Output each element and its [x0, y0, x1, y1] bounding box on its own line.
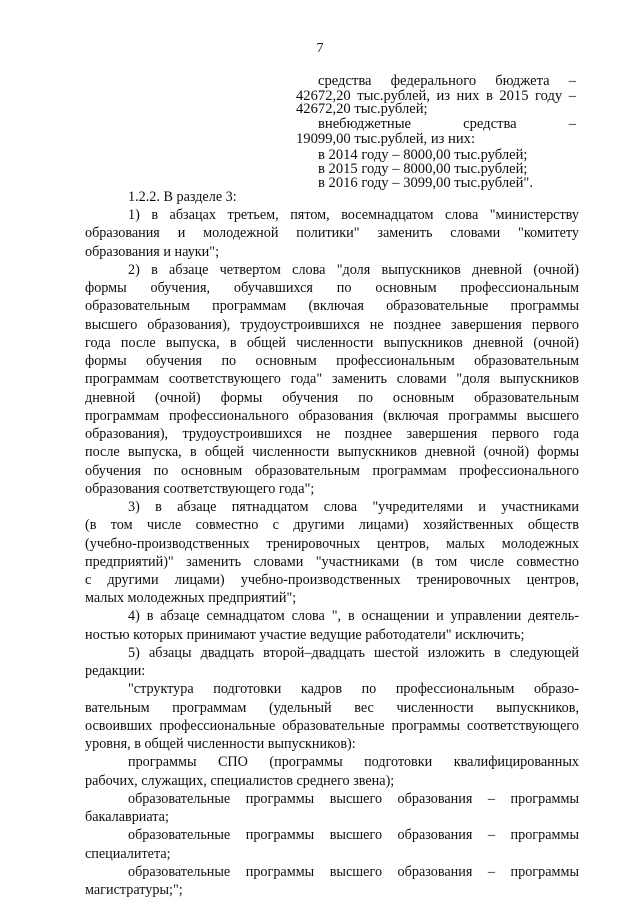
paragraph-line: образования соответствующего года"; [85, 481, 315, 497]
budget-line: 42672,20 тыс.рублей; [296, 101, 428, 117]
paragraph-line: образовательные программы высшего образования – программы [128, 827, 579, 843]
budget-line: 42672,20 тыс.рублей, из них в 2015 году – [296, 88, 576, 104]
paragraph-line: бакалавриата; [85, 809, 169, 825]
paragraph-line: высшего образования), трудоустроившихся не позднее завершения первого [85, 317, 579, 333]
paragraph-line: 1) в абзацах третьем, пятом, восемнадцатом слова "министерству [128, 207, 579, 223]
paragraph-line: "структура подготовки кадров по профессиональным образо- [128, 681, 579, 697]
budget-line: в 2014 году – 8000,00 тыс.рублей; [318, 147, 528, 163]
paragraph-line: уровня, в общей численности выпускников): [85, 736, 356, 752]
paragraph-line: редакции: [85, 663, 146, 679]
paragraph-line: формы обучения, обучавшихся по основным профессиональным [85, 280, 579, 296]
budget-line: в 2016 году – 3099,00 тыс.рублей". [318, 175, 534, 191]
paragraph-line: 4) в абзаце семнадцатом слова ", в оснащении и управлении деятель- [128, 608, 579, 624]
paragraph-line: освоивших профессиональные образовательные программы соответствующего [85, 718, 579, 734]
paragraph-line: формы обучения по основным профессиональным образовательным [85, 353, 579, 369]
paragraph-line: дневной (очной) формы обучения по основным образовательным [85, 390, 579, 406]
budget-line: 19099,00 тыс.рублей, из них: [296, 131, 476, 147]
paragraph-line: программы СПО (программы подготовки квалифицированных [128, 754, 579, 770]
paragraph-line: 3) в абзаце пятнадцатом слова "учредителями и участниками [128, 499, 579, 515]
paragraph-line: (в том числе совместно с другими лицами) хозяйственных обществ [85, 517, 579, 533]
paragraph-line: обучения по основным образовательным программам профессионального [85, 463, 579, 479]
paragraph-line: программам соответствующего года" заменить словами "доля выпускников [85, 371, 579, 387]
paragraph-line: образовательные программы высшего образования – программы [128, 791, 579, 807]
paragraph-line: после выпуска, в общей численности выпускников дневной (очной) формы [85, 444, 579, 460]
budget-line: внебюджетные средства – [318, 116, 576, 132]
budget-line: в 2015 году – 8000,00 тыс.рублей; [318, 161, 528, 177]
paragraph-line: с другими лицами) учебно-производственных тренировочных центров, [85, 572, 579, 588]
paragraph-line: образовательным программам (включая образовательные программы [85, 298, 579, 314]
paragraph-line: 5) абзацы двадцать второй–двадцать шестой изложить в следующей [128, 645, 579, 661]
paragraph-line: года после выпуска, в общей численности выпускников дневной (очной) [85, 335, 579, 351]
paragraph-line: образования и науки"; [85, 244, 220, 260]
paragraph-line: ностью которых принимают участие ведущие работодатели" исключить; [85, 627, 525, 643]
paragraph-line: программам профессионального образования (включая программы высшего [85, 408, 579, 424]
paragraph-line: предприятий)" заменить словами "участниками (в том числе совместно [85, 554, 579, 570]
paragraph-line: 2) в абзаце четвертом слова "доля выпускников дневной (очной) [128, 262, 579, 278]
section-heading: 1.2.2. В разделе 3: [128, 189, 237, 205]
paragraph-line: образования), трудоустроившихся не позднее завершения первого года [85, 426, 579, 442]
paragraph-line: магистратуры;"; [85, 882, 183, 898]
paragraph-line: специалитета; [85, 846, 171, 862]
page-number: 7 [316, 41, 324, 56]
paragraph-line: (учебно-производственных тренировочных центров, малых молодежных [85, 536, 579, 552]
paragraph-line: рабочих, служащих, специалистов среднего звена); [85, 773, 395, 789]
paragraph-line: образования и молодежной политики" заменить словами "комитету [85, 225, 579, 241]
paragraph-line: образовательные программы высшего образования – программы [128, 864, 579, 880]
paragraph-line: малых молодежных предприятий"; [85, 590, 297, 606]
budget-line: средства федерального бюджета – [318, 73, 576, 89]
paragraph-line: вательным программам (удельный вес численности выпускников, [85, 700, 579, 716]
